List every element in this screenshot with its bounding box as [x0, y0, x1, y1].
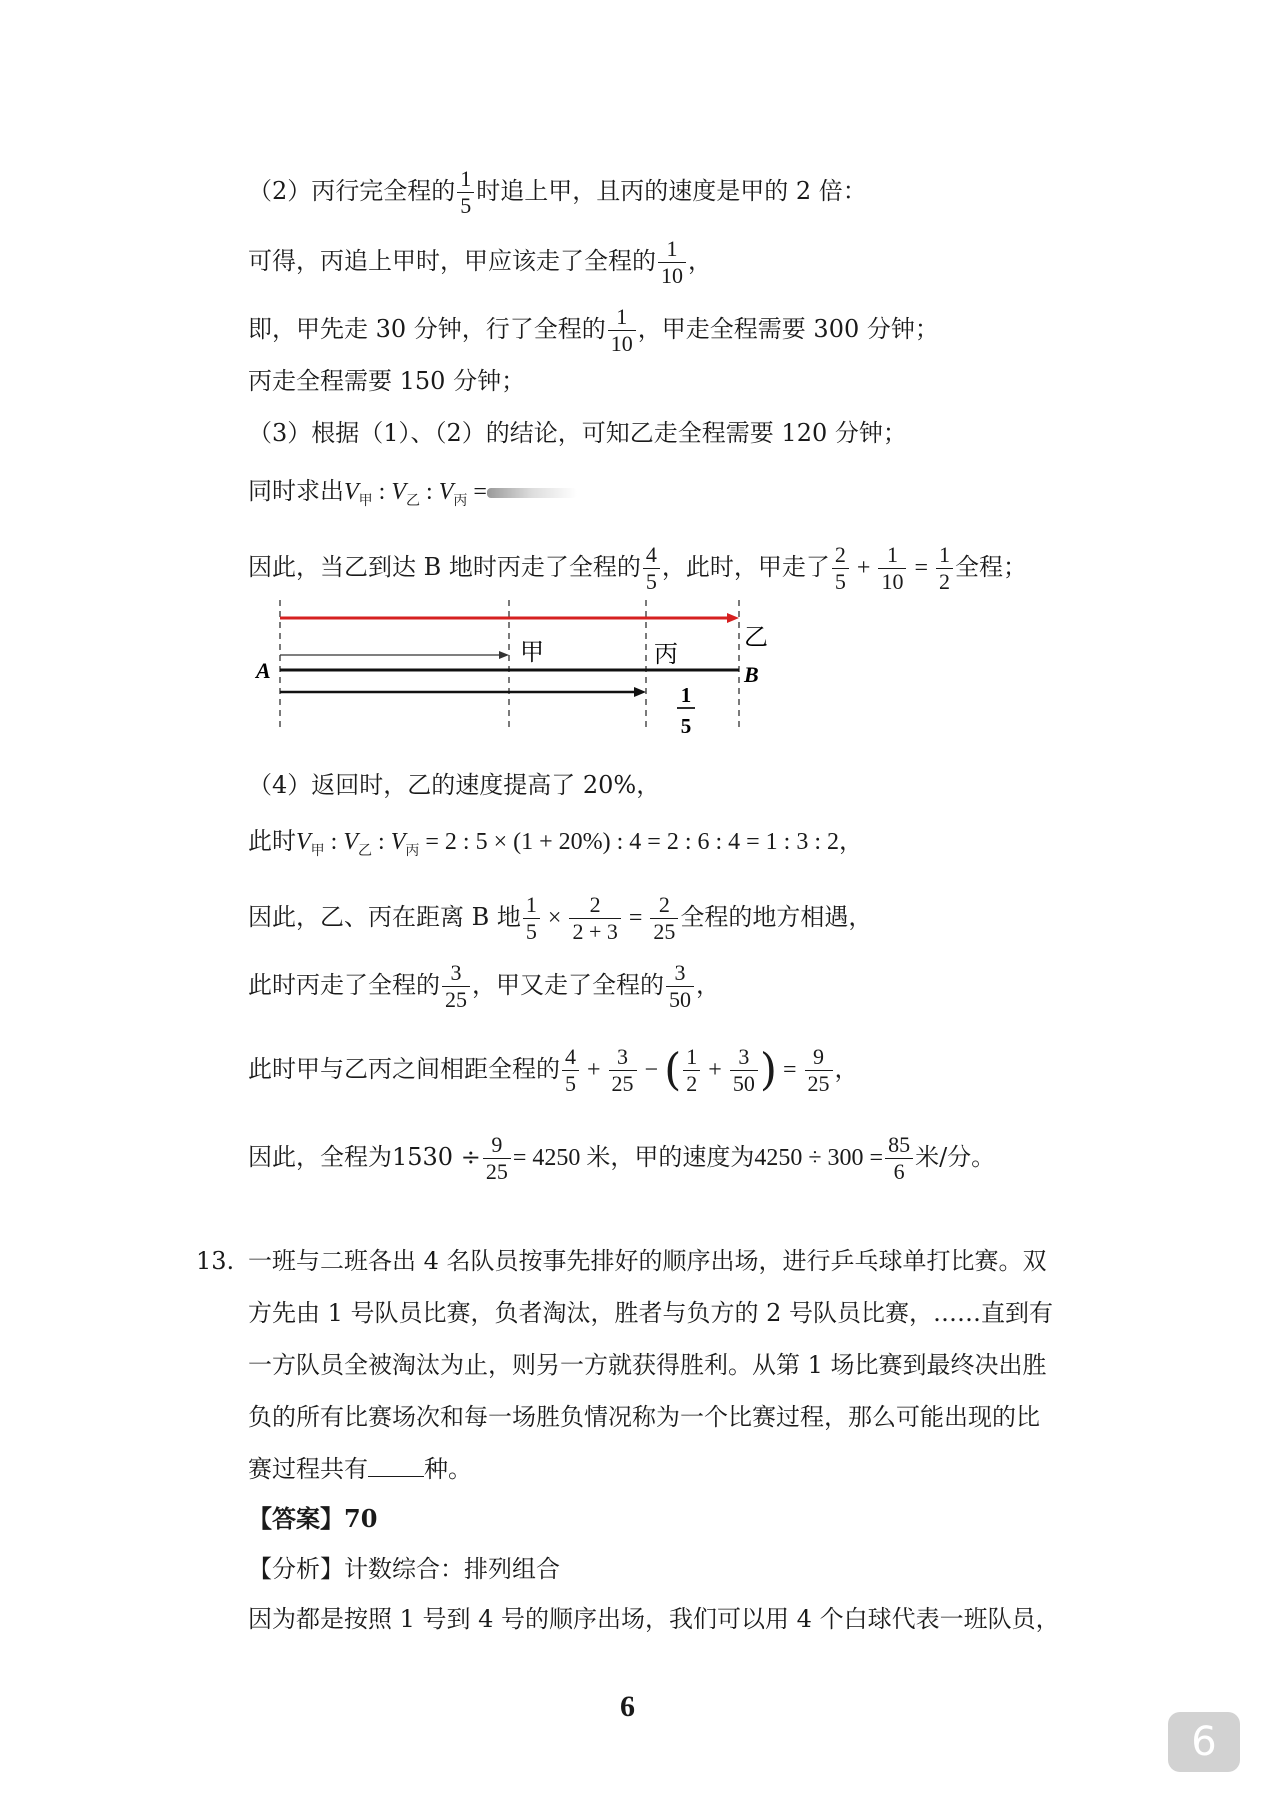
- label-bing: 丙: [654, 640, 678, 668]
- line-part2-4: 丙走全程需要 150 分钟；: [248, 367, 526, 395]
- answer-line: 【答案】70: [248, 1504, 378, 1533]
- q13-line-4: 负的所有比赛场次和每一场胜负情况称为一个比赛过程，那么可能出现的比: [248, 1403, 1040, 1431]
- line-part4-3: 因此，乙、丙在距离 B 地 $\frac{1}{5}$ × $\frac{2}{2 + 3}$ = $\frac{2}{25}$ 全程的地方相遇，: [248, 892, 873, 944]
- label-jia: 甲: [520, 638, 544, 666]
- line-part4-1: （4）返回时，乙的速度提高了 20%，: [248, 771, 661, 799]
- fraction: $\frac{1}{10}$: [658, 236, 686, 289]
- line-part3-1: （3）根据（1）、（2）的结论，可知乙走全程需要 120 分钟；: [248, 419, 907, 447]
- page-number: 6: [620, 1690, 635, 1723]
- q13-line-3: 一方队员全被淘汰为止，则另一方就获得胜利。从第 1 场比赛到最终决出胜: [248, 1351, 1047, 1379]
- blurred-ratio: [487, 488, 577, 498]
- answer-blank: [368, 1454, 424, 1477]
- line-part4-2: 此时$V_甲$ : $V_乙$ : $V_丙 = 2$ : 5 × (1 + 20%) : 4 = 2 : 6 : 4 = 1 : 3 : 2，: [248, 827, 864, 859]
- label-b: B: [744, 662, 759, 687]
- q13-line-1: 一班与二班各出 4 名队员按事先排好的顺序出场，进行乒乓球单打比赛。双: [248, 1247, 1047, 1275]
- question-number: 13.: [196, 1247, 235, 1275]
- line-part2-3: 即，甲先走 30 分钟，行了全程的 $\frac{1}{10}$ ，甲走全程需要 300 分钟；: [248, 304, 939, 356]
- label-yi: 乙: [744, 623, 768, 651]
- frac-denominator: 5: [680, 714, 692, 738]
- line-part4-4: 此时丙走了全程的 $\frac{3}{25}$ ，甲又走了全程的 $\frac{3}{50}$ ，: [248, 960, 720, 1012]
- analysis-line: 【分析】计数综合：排列组合: [248, 1555, 560, 1583]
- route-diagram: [250, 600, 790, 750]
- q13-line-2: 方先由 1 号队员比赛，负者淘汰，胜者与负方的 2 号队员比赛，……直到有: [248, 1299, 1054, 1327]
- line-part4-5: 此时甲与乙丙之间相距全程的 $\frac{4}{5}$ + $\frac{3}{25}$ − ( $\frac{1}{2}$ + $\frac{3}{50}$ ) = $\frac{9}{25}$ ，: [248, 1044, 859, 1096]
- line-part2-1: （2）丙行完全程的 $\frac{1}{5}$ 时追上甲，且丙的速度是甲的 2 倍：: [248, 166, 867, 218]
- page-badge: 6: [1168, 1712, 1240, 1772]
- fraction: $\frac{4}{5}$: [643, 542, 660, 595]
- body-line: 因为都是按照 1 号到 4 号的顺序出场，我们可以用 4 个白球代表一班队员，: [248, 1605, 1060, 1633]
- q13-line-5: 赛过程共有 种。: [248, 1455, 472, 1483]
- line-part2-2: 可得，丙追上甲时，甲应该走了全程的 $\frac{1}{10}$ ，: [248, 236, 712, 288]
- line-part3-2: 同时求出$V_甲$ : $V_乙$ : $V_丙$ =: [248, 476, 577, 517]
- fraction: $\frac{1}{10}$: [608, 304, 636, 357]
- label-a: A: [256, 658, 271, 683]
- line-part4-6: 因此，全程为1530 ÷ $\frac{9}{25}$ = 4250 米，甲的速度为4250 ÷ 300 = $\frac{85}{6}$ 米/分。: [248, 1132, 996, 1184]
- frac-numerator: 1: [680, 683, 692, 707]
- fraction: $\frac{1}{5}$: [457, 166, 474, 219]
- line-part3-3: 因此，当乙到达 B 地时丙走了全程的 $\frac{4}{5}$ ，此时，甲走了 $\frac{2}{5}$ + $\frac{1}{10}$ = $\frac{1}{2}$ 全程；: [248, 542, 1027, 594]
